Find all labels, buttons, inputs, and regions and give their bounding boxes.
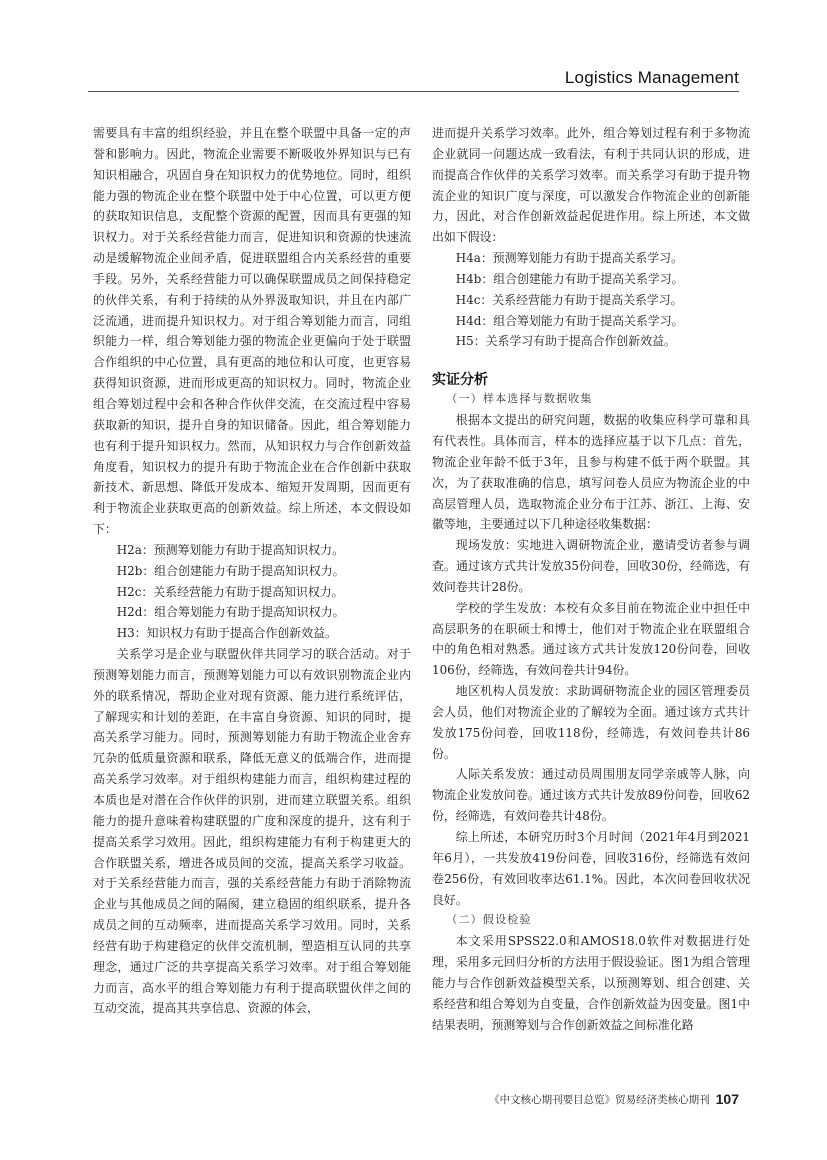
footer-journal-name: 《中文核心期刊要目总览》贸易经济类核心期刊 — [489, 1094, 710, 1106]
hypothesis-h4c: H4c：关系经营能力有助于提高关系学习。 — [455, 292, 683, 307]
hypothesis-h4b: H4b：组合创建能力有助于提高关系学习。 — [455, 271, 684, 286]
hypothesis-h2b: H2b：组合创建能力有助于提高知识权力。 — [116, 563, 345, 578]
page-number: 107 — [715, 1091, 739, 1107]
left-paragraph-1: 需要具有丰富的组织经验，并且在整个联盟中具备一定的声誉和影响力。因此，物流企业需要不断吸收外界知识与已有知识相融合，巩固自身在知识权力的优势地位。同时，组织能力强的物流企业在整个联盟中处于中心位置，可以更方便的获取知识信息，支配整个资源的配置，因而具有更强的知识权力。对于关系经营能力而言，促进知识和资源的快速流动是缓解物流企业间矛盾，促进联盟组合内关系经营的重要手段。另外，关系经营能力可以确保联盟成员之间保持稳定的伙伴关系，有利于持续的从外界汲取知识，并且在内部广泛流通，进而提升知识权力。对于组合筹划能力而言，同组织能力一样，组合筹划能力强的物流企业更偏向于处于联盟合作组织的中心位置，具有更高的地位和认可度，也更容易获得知识资源，进而形成更高的知识权力。同时，物流企业组合筹划过程中会和各种合作伙伴交流，在交流过程中容易获取新的知识，提升自身的知识储备。因此，组合筹划能力也有利于提升知识权力。然而，从知识权力与合作创新效益角度看，知识权力的提升有助于物流企业在合作创新中获取新技术、新思想、降低开发成本、缩短开发周期，因而更有利于物流企业获取更高的创新效益。综上所述，本文假设如下： — [93, 126, 411, 537]
hypothesis-h4d: H4d：组合筹划能力有助于提高关系学习。 — [455, 313, 684, 328]
header-divider — [88, 91, 739, 92]
right-paragraph: 学校的学生发放：本校有众多目前在物流企业中担任中高层职务的在职硕士和博士，他们对于物流企业在联盟组合中的角色相对熟悉。通过该方式共计发放120份问卷，回收106份，经筛选，有效问卷共计94份。 — [432, 600, 750, 678]
subsection-title-sample: （一）样本选择与数据收集 — [446, 392, 593, 406]
right-paragraph: 现场发放：实地进入调研物流企业，邀请受访者参与调查。通过该方式共计发放35份问卷，回收30份，经筛选，有效问卷共计28份。 — [432, 538, 750, 594]
right-paragraph-last: 本文采用SPSS22.0和AMOS18.0软件对数据进行处理，采用多元回归分析的方法用于假设验证。图1为组合管理能力与合作创新效益模型关系，以预测筹划、组合创建、关系经营和组合筹划为自变量，合作创新效益为因变量。图1中结果表明，预测筹划与合作创新效益之间标准化路 — [432, 934, 750, 1032]
right-column — [432, 123, 750, 1035]
hypothesis-h3: H3：知识权力有助于提高合作创新效益。 — [116, 626, 337, 641]
subsection-title-hypothesis-test: （二）假设检验 — [446, 913, 532, 927]
left-column — [93, 123, 411, 1019]
right-paragraph: 地区机构人员发放：求助调研物流企业的园区管理委员会人员，他们对物流企业的了解较为全面。通过该方式共计发放175份问卷，回收118份，经筛选，有效问卷共计86份。 — [432, 684, 750, 761]
hypothesis-h4a: H4a：预测筹划能力有助于提高关系学习。 — [455, 251, 683, 266]
left-paragraph-2: 关系学习是企业与联盟伙伴共同学习的联合活动。对于预测筹划能力而言，预测筹划能力可以有效识别物流企业内外的联系情况，帮助企业对现有资源、能力进行系统评估，了解现实和计划的差距，在丰富自身资源、知识的同时，提高关系学习能力。同时，预测筹划能力有助于物流企业舍弃冗杂的低质量资源和联系，降低无意义的低端合作，进而提高关系学习效率。对于组织构建能力而言，组织构建过程的本质也是对潜在合作伙伴的识别，进而建立联盟关系。组织能力的提升意味着构建联盟的广度和深度的提升，这有利于提高关系学习效用。因此，组织构建能力有利于构建更大的合作联盟关系，增进各成员间的交流，提高关系学习收益。对于关系经营能力而言，强的关系经营能力有助于消除物流企业与其他成员之间的隔阂，建立稳固的组织联系，提升各成员之间的互动频率，进而提高关系学习效用。同时，关系经营有助于构建稳定的伙伴交流机制，塑造相互认同的共享理念，通过广泛的共享提高关系学习效率。对于组合筹划能力而言，高水平的组合筹划能力有利于提高联盟伙伴之间的互动交流，提高其共享信息、资源的体会， — [93, 647, 411, 1016]
hypothesis-h2d: H2d：组合筹划能力有助于提高知识权力。 — [116, 605, 345, 620]
hypothesis-h5: H5：关系学习有助于提高合作创新效益。 — [455, 334, 676, 349]
hypothesis-h2a: H2a：预测筹划能力有助于提高知识权力。 — [116, 542, 344, 557]
right-paragraph: 综上所述，本研究历时3个月时间（2021年4月到2021年6月），一共发放419份问卷，回收316份，经筛选有效问卷256份，有效回收率达61.1%。因此，本次问卷回收状况良好。 — [432, 830, 750, 907]
right-paragraph: 根据本文提出的研究问题，数据的收集应科学可靠和具有代表性。具体而言，样本的选择应基于以下几点：首先，物流企业年龄不低于3年，且参与构建不低于两个联盟。其次，为了获取准确的信息，填写问卷人员应为物流企业的中高层管理人员，选取物流企业分布于江苏、浙江、上海、安徽等地，主要通过以下几种途径收集数据： — [432, 413, 750, 532]
running-header-title: Logistics Management — [564, 68, 739, 87]
right-paragraph: 人际关系发放：通过动员周围朋友同学亲戚等人脉，向物流企业发放问卷。通过该方式共计发放89份问卷，回收62份，经筛选，有效问卷共计48份。 — [432, 767, 750, 824]
hypothesis-h2c: H2c：关系经营能力有助于提高知识权力。 — [116, 584, 344, 599]
right-paragraph-1: 进而提升关系学习效率。此外，组合筹划过程有利于多物流企业就同一问题达成一致看法，有利于共同认识的形成，进而提高合作伙伴的关系学习效率。而关系学习有助于提升物流企业的知识广度与深度，可以激发合作物流企业的创新能力，因此，对合作创新效益起促进作用。综上所述，本文做出如下假设： — [432, 126, 750, 245]
section-title-empirical: 实证分析 — [432, 371, 488, 388]
page-footer — [489, 1091, 739, 1107]
